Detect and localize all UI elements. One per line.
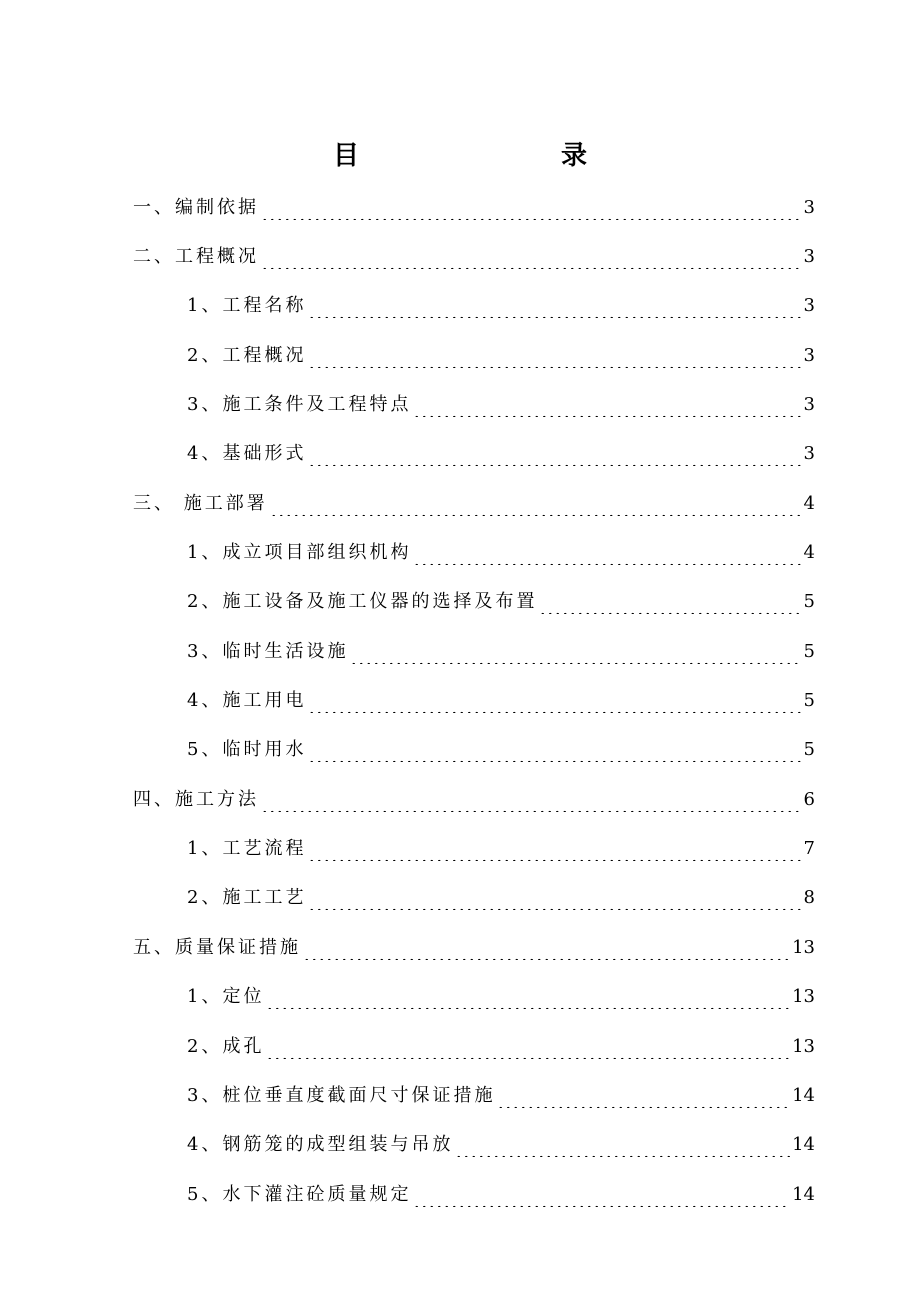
toc-dot-leader [308,294,801,318]
toc-entry-page-number: 13 [792,986,815,1008]
toc-dot-leader [413,1183,790,1207]
toc-entry-page-number: 3 [803,196,815,218]
toc-dot-leader [308,837,801,861]
toc-entry-label: 二、工程概况 [133,246,259,268]
toc-entry[interactable] [0,676,920,725]
toc-entry[interactable] [0,430,920,479]
toc-dot-leader [261,245,802,269]
toc-entry-page-number: 3 [803,443,815,465]
toc-dot-leader [308,886,801,910]
toc-entry-page-number: 5 [803,739,815,761]
toc-entry-page-number: 14 [792,1134,815,1156]
toc-entry-label: 四、施工方法 [133,788,259,810]
toc-entry[interactable] [0,528,920,577]
toc-entry[interactable] [0,627,920,676]
toc-entry-label: 4、施工用电 [187,690,307,712]
toc-dot-leader [266,985,790,1009]
toc-dot-leader [497,1084,790,1108]
toc-dot-leader [539,590,801,614]
toc-entry[interactable] [0,973,920,1022]
toc-entry[interactable] [0,578,920,627]
toc-entry-label: 1、工程名称 [187,295,307,317]
toc-entry-label: 三、 施工部署 [133,492,268,514]
toc-entry[interactable] [0,1121,920,1170]
toc-entry-page-number: 4 [803,492,815,514]
toc-dot-leader [303,936,790,960]
toc-entry-page-number: 13 [792,936,815,958]
toc-entry[interactable] [0,775,920,824]
toc-title: 目 录 [332,141,637,171]
toc-dot-leader [261,196,802,220]
toc-entry[interactable] [0,282,920,331]
toc-entry-label: 3、桩位垂直度截面尺寸保证措施 [187,1084,496,1106]
toc-entry-page-number: 4 [803,542,815,564]
toc-dot-leader [413,393,801,417]
toc-entry-label: 2、施工工艺 [187,887,307,909]
toc-entry-page-number: 5 [803,640,815,662]
toc-entry-label: 五、质量保证措施 [133,936,301,958]
toc-dot-leader [266,1035,790,1059]
toc-entry[interactable] [0,923,920,972]
toc-entry[interactable] [0,479,920,528]
toc-dot-leader [261,788,802,812]
toc-dot-leader [308,689,801,713]
toc-entry-page-number: 5 [803,690,815,712]
toc-entry-label: 1、定位 [187,986,265,1008]
table-of-contents [0,183,920,1219]
toc-entry-page-number: 8 [803,887,815,909]
toc-entry[interactable] [0,232,920,281]
toc-dot-leader [350,640,801,664]
toc-entry-label: 1、工艺流程 [187,838,307,860]
toc-entry-page-number: 3 [803,344,815,366]
toc-entry-page-number: 3 [803,295,815,317]
toc-entry-label: 4、钢筋笼的成型组装与吊放 [187,1134,454,1156]
toc-entry[interactable] [0,380,920,429]
toc-dot-leader [308,344,801,368]
toc-entry-page-number: 14 [792,1183,815,1205]
toc-dot-leader [270,492,802,516]
toc-entry-label: 2、施工设备及施工仪器的选择及布置 [187,591,538,613]
toc-entry[interactable] [0,874,920,923]
toc-entry[interactable] [0,824,920,873]
toc-entry-page-number: 3 [803,246,815,268]
toc-entry-label: 2、工程概况 [187,344,307,366]
toc-entry-label: 3、临时生活设施 [187,640,349,662]
toc-entry-label: 3、施工条件及工程特点 [187,394,412,416]
toc-entry-page-number: 3 [803,394,815,416]
toc-entry[interactable] [0,183,920,232]
toc-entry[interactable] [0,726,920,775]
toc-entry-label: 一、编制依据 [133,196,259,218]
toc-dot-leader [413,541,801,565]
toc-entry-label: 4、基础形式 [187,443,307,465]
toc-entry-page-number: 7 [803,838,815,860]
toc-entry-page-number: 6 [803,788,815,810]
toc-entry[interactable] [0,1170,920,1219]
toc-dot-leader [308,738,801,762]
toc-dot-leader [308,442,801,466]
toc-entry[interactable] [0,1022,920,1071]
toc-entry-page-number: 5 [803,591,815,613]
toc-entry-page-number: 13 [792,1035,815,1057]
toc-entry-label: 2、成孔 [187,1035,265,1057]
toc-entry[interactable] [0,1071,920,1120]
toc-dot-leader [455,1133,790,1157]
toc-entry-label: 5、水下灌注砼质量规定 [187,1183,412,1205]
toc-entry-label: 1、成立项目部组织机构 [187,542,412,564]
toc-entry-page-number: 14 [792,1084,815,1106]
toc-entry-label: 5、临时用水 [187,739,307,761]
toc-entry[interactable] [0,331,920,380]
